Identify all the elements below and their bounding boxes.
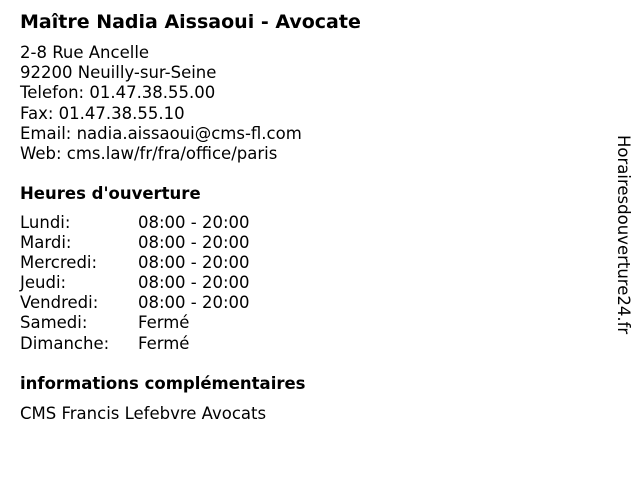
day-label: Mardi: — [20, 233, 72, 253]
email-address: Email: nadia.aissaoui@cms-fl.com — [20, 123, 302, 143]
day-hours: 08:00 - 20:00 — [138, 253, 250, 273]
page-title: Maître Nadia Aissaoui - Avocate — [20, 11, 361, 33]
site-watermark: Horairesdouverture24.fr — [614, 135, 633, 335]
day-label: Dimanche: — [20, 333, 110, 353]
day-label: Lundi: — [20, 213, 71, 232]
phone-number: Telefon: 01.47.38.55.00 — [20, 83, 216, 103]
web-address: Web: cms.law/fr/fra/office/paris — [20, 144, 278, 164]
hours-row-saturday — [20, 313, 250, 333]
address-block — [20, 43, 302, 164]
address-city: 92200 Neuilly-sur-Seine — [20, 63, 217, 83]
company-name: CMS Francis Lefebvre Avocats — [20, 404, 267, 423]
hours-row-monday — [20, 213, 250, 233]
day-hours: Fermé — [138, 333, 190, 353]
fax-number: Fax: 01.47.38.55.10 — [20, 103, 185, 123]
opening-hours-heading: Heures d'ouverture — [20, 184, 201, 203]
day-hours: Fermé — [138, 313, 190, 333]
day-hours: 08:00 - 20:00 — [138, 293, 250, 313]
day-hours: 08:00 - 20:00 — [138, 233, 250, 253]
day-label: Jeudi: — [20, 273, 67, 293]
additional-info-heading: informations complémentaires — [20, 374, 306, 393]
address-street: 2-8 Rue Ancelle — [20, 43, 150, 62]
hours-row-sunday — [20, 334, 250, 354]
hours-row-tuesday — [20, 233, 250, 253]
day-label: Vendredi: — [20, 293, 99, 313]
day-hours: 08:00 - 20:00 — [138, 213, 250, 232]
hours-row-thursday — [20, 273, 250, 293]
day-label: Samedi: — [20, 313, 88, 333]
hours-row-friday — [20, 293, 250, 313]
hours-row-wednesday — [20, 253, 250, 273]
day-hours: 08:00 - 20:00 — [138, 273, 250, 293]
day-label: Mercredi: — [20, 253, 98, 273]
opening-hours-table — [20, 213, 250, 354]
